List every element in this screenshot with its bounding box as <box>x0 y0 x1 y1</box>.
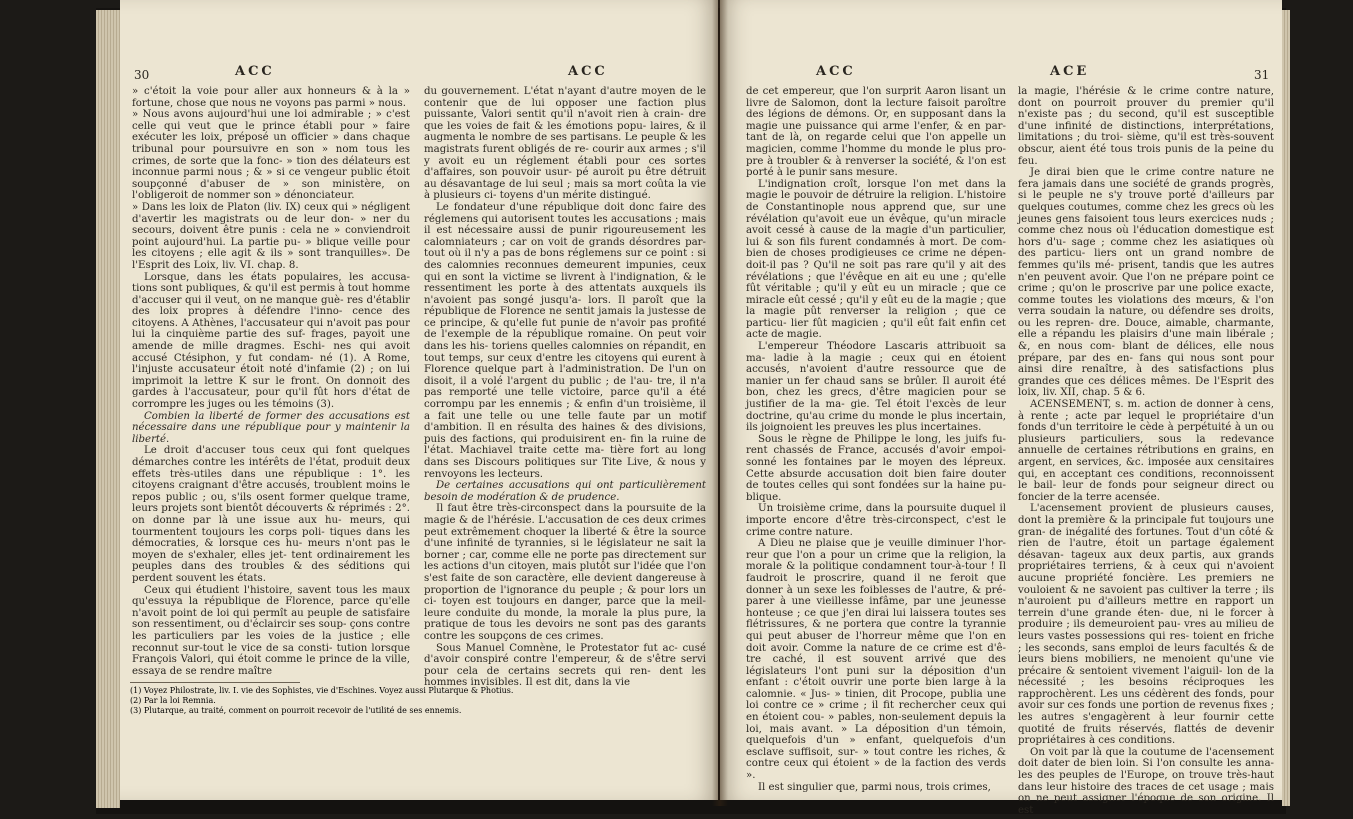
running-head-left-b: ACC <box>568 64 608 79</box>
right-page <box>720 0 1282 816</box>
paragraph: Lorsque, dans les états populaires, les accusa- tions sont publiques, & qu'il est permis à tout homme d'accuser qui il veut, on ne manque guè- res d'établir des loix propres à défendre l'inno- cence des citoyens. A Athènes, l'accusateur qui n'avoit pas pour lui la cinquième partie des suf- frages, payoit une amende de mille dragmes. Eschi- nes qui avoit accusé Ctésiphon, y fut condam- né (1). A Rome, l'injuste accusateur étoit noté d'infamie (2) ; on lui imprimoit la lettre K sur le front. On donnoit des gardes à l'accusateur, pour qu'il fût hors d'état de corrompre les juges ou les témoins (3). <box>132 271 410 411</box>
paragraph: » Nous avons aujourd'hui une loi admirable ; » c'est celle qui veut que le prince établi pour » faire exécuter les loix, préposé un officier » dans chaque tribunal pour poursuivre en son » nom tous les crimes, de sorte que la fonc- » tion des délateurs est inconnue parmi nous ; & » si ce vengeur public étoit soupçonné d'abuser de » son ministère, on l'obligeroit de nommer son » dénonciateur. <box>132 109 410 202</box>
paragraph: L'indignation croît, lorsque l'on met dans la magie le pouvoir de détruire la religion. L'histoire de Constantinople nous apprend que, sur une révélation qu'avoit eue un évêque, qu'un miracle avoit cessé à cause de la magie d'un particulier, lui & son fils furent condamnés à mort. De com- bien de choses prodigieuses ce crime ne dépen- doit-il pas ? Qu'il ne soit pas rare qu'il y ait des révélations ; que l'évêque en ait eu une ; qu'elle fût véritable ; qu'il y eût eu un miracle ; que ce miracle eût cessé ; qu'il y eût eu de la magie ; que la magie pût renverser la religion ; que ce particu- lier fût magicien ; qu'il eût fait enfin cet acte de magie. <box>746 178 1006 341</box>
paragraph: Un troisième crime, dans la poursuite duquel il importe encore d'être très-circonspect, c'est le crime contre nature. <box>746 503 1006 538</box>
left-column-2 <box>424 86 706 689</box>
paragraph: » Dans les loix de Platon (liv. IX) ceux qui » négligent d'avertir les magistrats ou de leur don- » ner du secours, doivent être punis : cela ne » conviendroit point aujourd'hui. La partie pu- » blique veille pour les citoyens ; elle agit & ils » sont tranquilles». De l'Esprit des Loix, liv. VI. chap. 8. <box>132 201 410 271</box>
left-page <box>120 0 718 800</box>
page-number-left: 30 <box>134 68 150 82</box>
paragraph: Il faut être très-circonspect dans la poursuite de la magie & de l'hérésie. L'accusation de ces deux crimes peut extrêmement choquer la liberté & être la source d'une infinité de tyrannies, si le législateur ne sait la borner ; car, comme elle ne porte pas directement sur les actions d'un citoyen, mais plutôt sur l'idée que l'on s'est faite de son caractère, elle devient dangereuse à proportion de l'ignorance du peuple ; & pour lors un ci- toyen est toujours en danger, parce que la meil- leure conduite du monde, la morale la plus pure, la pratique de tous les devoirs ne sont pas des garants contre les soupçons de ces crimes. <box>424 503 706 642</box>
paragraph: Je dirai bien que le crime contre nature ne fera jamais dans une société de grands progrès, si le peuple ne s'y trouve porté d'ailleurs par quelques coutumes, comme chez les grecs où les jeunes gens faisoient tous leurs exercices nuds ; comme chez nous où l'éducation domestique est hors d'u- sage ; comme chez les asiatiques où des particu- liers ont un grand nombre de femmes qu'ils mé- prisent, tandis que les autres n'en peuvent avoir. Que l'on ne prépare point ce crime ; qu'on le proscrive par une police exacte, comme toutes les violations des mœurs, & l'on verra soudain la nature, ou défendre ses droits, ou les repren- dre. Douce, aimable, charmante, elle a répandu les plaisirs d'une main libérale ; &, en nous com- blant de délices, elle nous prépare, par des en- fans qui nous sont pour ainsi dire renaître, à des satisfactions plus grandes que ces délices mêmes. De l'Esprit des loix, liv. XII, chap. 5 & 6. <box>1018 167 1274 399</box>
paragraph: Sous Manuel Comnène, le Protestator fut ac- cusé d'avoir conspiré contre l'empereur, & de s'être servi pour cela de certains secrets qui ren- dent les hommes invisibles. Il est dit, dans la vie <box>424 642 706 689</box>
footnote: (1) Voyez Philostrate, liv. I. vie des Sophistes, vie d'Eschines. Voyez aussi Plutarque & Photius. <box>130 686 514 695</box>
paragraph: Le droit d'accuser tous ceux qui font quelques démarches contre les intérêts de l'état, produit deux effets très-utiles dans une république : 1°. les citoyens craignant d'être accusés, troublent moins le repos public ; ou, s'ils osent former quelque trame, leurs projets sont bientôt découverts & réprimés : 2°. on donne par là une issue aux hu- meurs, qui tourmentent toujours les corps poli- tiques dans les démocraties, & lorsque ces hu- meurs n'ont pas le moyen de s'exhaler, elles jet- tent ordinairement les peuples dans des troubles & des séditions qui perdent souvent les états. <box>132 445 410 584</box>
footnotes <box>130 686 690 716</box>
paragraph: de cet empereur, que l'on surprit Aaron lisant un livre de Salomon, dont la lecture faisoit paroître des légions de démons. Or, en supposant dans la magie une puissance qui arme l'enfer, & en par- tant de là, on regarde celui que l'on appelle un magicien, comme l'homme du monde le plus pro- pre à troubler & à renverser la société, & l'on est porté à le punir sans mesure. <box>746 86 1006 179</box>
footnote: (3) Plutarque, au traité, comment on pourroit recevoir de l'utilité de ses ennemis. <box>130 706 462 715</box>
right-page-edges <box>1282 10 1290 806</box>
paragraph: Sous le règne de Philippe le long, les juifs fu- rent chassés de France, accusés d'avoir empoi- sonné les fontaines par le moyen des lépreux. Cette absurde accusation doit bien faire douter de toutes celles qui sont fondées sur la haine pu- blique. <box>746 433 1006 503</box>
paragraph: L'empereur Théodore Lascaris attribuoit sa ma- ladie à la magie ; ceux qui en étoient accusés, n'avoient d'autre ressource que de manier un fer chaud sans se brûler. Il auroit été bon, chez les grecs, d'être magicien pour se justifier de la ma- gie. Tel étoit l'excès de leur doctrine, qu'au crime du monde le plus incertain, ils joignoient les preuves les plus incertaines. <box>746 341 1006 434</box>
footnote: (2) Par la loi Remnia. <box>130 696 216 705</box>
paragraph: A Dieu ne plaise que je veuille diminuer l'hor- reur que l'on a pour un crime que la religion, la morale & la politique condamnent tour-à-tour ! Il faudroit le proscrire, quand il ne feroit que donner à un sexe les foiblesses de l'autre, & pré- parer à une vieillesse infâme, par une jeunesse honteuse ; ce que j'en dirai lui laissera toutes ses flétrissures, & ne portera que contre la tyrannie qui peut abuser de l'horreur même que l'on en doit avoir. Comme la nature de ce crime est d'ê- tre caché, il est souvent arrivé que des législateurs l'ont puni sur la déposition d'un enfant : c'étoit ouvrir une porte bien large à la calomnie. « Jus- » tinien, dit Procope, publia une loi contre ce » crime ; il fit rechercher ceux qui en étoient cou- » pables, non-seulement depuis la loi, mais avant. » La déposition d'un témoin, quelquefois d'un » enfant, quelquefois d'un esclave suffisoit, sur- » tout contre les riches, & contre ceux qui étoient » de la faction des verds ». <box>746 538 1006 782</box>
paragraph: Le fondateur d'une république doit donc faire des réglemens qui autorisent toutes les accusations ; mais il est nécessaire aussi de punir rigoureusement les calomniateurs ; car on voit de grands désordres par-tout où il n'y a pas de bons réglemens sur ce point : si des calomnies reconnues demeurent impunies, ceux qui en sont la victime se livrent à l'indignation, & le ressentiment les porte à des attentats auxquels ils n'avoient pas songé jusqu'a- lors. Il paroît que la république de Florence ne sentit jamais la justesse de ce principe, & qu'elle fut punie de n'avoir pas profité de l'exemple de la république romaine. On peut voir dans les his- toriens quelles calomnies on répandit, en tout temps, sur ceux d'entre les citoyens qui eurent à Florence quelque part à l'administration. De l'un on disoit, il a volé l'argent du public ; de l'au- tre, il n'a pas remporté une telle victoire, parce qu'il a été corrompu par les ennemis ; & enfin d'un troisième, il a fait une telle ou une telle faute par un motif d'ambition. Il en résulta des haines & des divisions, puis des factions, qui produisirent en- fin la ruine de l'état. Machiavel traite cette ma- tière fort au long dans ses Discours politiques sur Tite Live, & nous y renvoyons les lecteurs. <box>424 201 706 480</box>
right-column-1 <box>746 86 1006 793</box>
paragraph: On voit par là que la coutume de l'acensement doit dater de bien loin. Si l'on consulte les anna- les des peuples de l'Europe, on trouve très-haut dans leur histoire des traces de cet usage ; mais on ne peut assigner l'époque de son origine. Il est <box>1018 746 1274 816</box>
paragraph: L'acensement provient de plusieurs causes, dont la première & la principale fut toujours une gran- de inégalité des fortunes. Tout d'un côté & rien de l'autre, étoit un partage également désavan- tageux aux deux partis, aux grands propriétaires terriens, & à ceux qui n'avoient aucune propriété foncière. Les premiers ne vouloient & ne savoient pas cultiver la terre ; ils n'auroient pu d'ailleurs mettre en rapport un terrein d'une grande éten- due, ni le forcer à produire ; ils demeuroient pau- vres au milieu de leurs vastes possessions qui res- toient en friche ; les seconds, sans emploi de leurs facultés & de leurs biens mobiliers, ne menoient qu'une vie précaire & sentoient vivement l'aiguil- lon de la nécessité ; les besoins réciproques les rapprochèrent. Les uns cédèrent des fonds, pour avoir sur ces fonds une portion de revenus fixes ; les autres s'engagèrent à leur fournir cette quotité de fruits réservés, flattés de devenir propriétaires à ces conditions. <box>1018 503 1274 747</box>
right-column-2 <box>1018 86 1274 816</box>
entry-acensement: ACENSEMENT, s. m. action de donner à cens, à rente ; acte par lequel le propriétaire d'un fonds d'un territoire le cède à perpétuité à un ou plusieurs particuliers, sous la redevance annuelle de certaines rétributions en grains, en argent, en services, &c. imposée aux censitaires qui, en acceptant ces conditions, reconnoissent le bail- leur de fonds pour seigneur direct ou foncier de la terre acensée. <box>1018 399 1274 503</box>
footnote-rule <box>130 682 300 683</box>
paragraph: » c'étoit la voie pour aller aux honneurs & à la » fortune, chose que nous ne voyons pas parmi » nous. <box>132 86 410 109</box>
page-number-right: 31 <box>1254 68 1270 82</box>
left-column-1 <box>132 86 410 677</box>
running-head-right-b: ACE <box>1050 64 1090 79</box>
running-head-left-a: ACC <box>235 64 275 79</box>
paragraph: Il est singulier que, parmi nous, trois crimes, <box>758 781 991 793</box>
gutter <box>712 0 728 806</box>
paragraph: du gouvernement. L'état n'ayant d'autre moyen de le contenir que de lui opposer une faction plus puissante, Valori sentit qu'il n'avoit rien à crain- dre que les voies de fait & les émotions popu- laires, & il augmenta le nombre de ses partisans. Le peuple & les magistrats furent obligés de re- courir aux armes ; s'il y avoit eu un réglement établi pour ces sortes d'affaires, son pouvoir usur- pé auroit pu être détruit au désavantage de lui seul ; mais sa mort coûta la vie à plusieurs ci- toyens d'un mérite distingué. <box>424 86 706 202</box>
section-heading: De certaines accusations qui ont particulièrement besoin de modération & de prudence. <box>424 480 706 503</box>
left-page-edges <box>96 10 120 808</box>
section-heading: Combien la liberté de former des accusations est nécessaire dans une république pour y maintenir la liberté. <box>132 410 410 445</box>
paragraph: Ceux qui étudient l'histoire, savent tous les maux qu'essuya la république de Florence, parce qu'elle n'avoit point de loi qui permît au peuple de satisfaire son ressentiment, ou d'éclaircir ses soup- çons contre les particuliers par les voies de la justice ; elle reconnut sur-tout le vice de sa consti- tution lorsque François Valori, qui étoit comme le prince de la ville, essaya de se rendre maître <box>132 584 410 677</box>
running-head-right-a: ACC <box>816 64 856 79</box>
paragraph: la magie, l'hérésie & le crime contre nature, dont on pourroit prouver du premier qu'il n'existe pas ; du second, qu'il est susceptible d'une infinité de distinctions, interprétations, limitations ; du troi- sième, qu'il est très-souvent obscur, aient été tous trois punis de la peine du feu. <box>1018 86 1274 167</box>
